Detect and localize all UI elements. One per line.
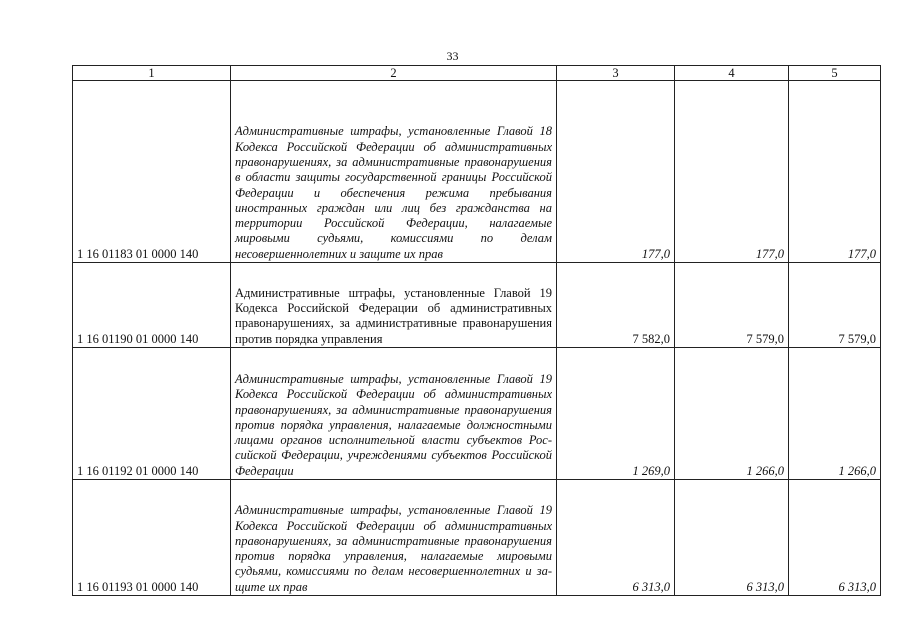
amount-col3-cell: 6 313,0 xyxy=(557,480,675,596)
header-cell-5: 5 xyxy=(789,66,881,81)
amount-col3-cell: 177,0 xyxy=(557,81,675,263)
budget-table xyxy=(72,65,881,596)
amount-col4-cell: 6 313,0 xyxy=(675,480,789,596)
description-cell: Административные штрафы, установленные Главой 19 Кодекса Российской Федерации об административных правонарушениях, за административные правонарушения против порядка управления xyxy=(231,263,557,348)
table-row xyxy=(73,348,881,480)
budget-code-cell: 1 16 01192 01 0000 140 xyxy=(73,348,231,480)
amount-col4-cell: 1 266,0 xyxy=(675,348,789,480)
amount-col5-cell: 6 313,0 xyxy=(789,480,881,596)
header-row xyxy=(73,66,881,81)
table-row xyxy=(73,263,881,348)
description-cell: Административные штрафы, установленные Главой 18 Кодекса Российской Федерации об административных правонарушениях, за административные правонарушения в области защиты государственной границы Российской Федерации и обеспечения режима пребывания иностранных граждан или лиц без гражданства на территории Российской Федерации, налагаемые мировыми судьями, комиссиями по делам несовершеннолетних и защите их прав xyxy=(231,81,557,263)
amount-col3-cell: 1 269,0 xyxy=(557,348,675,480)
header-cell-3: 3 xyxy=(557,66,675,81)
table-row xyxy=(73,81,881,263)
amount-col5-cell: 1 266,0 xyxy=(789,348,881,480)
budget-code-cell: 1 16 01193 01 0000 140 xyxy=(73,480,231,596)
amount-col4-cell: 177,0 xyxy=(675,81,789,263)
header-cell-1: 1 xyxy=(73,66,231,81)
page-number: 33 xyxy=(446,49,459,63)
header-cell-2: 2 xyxy=(231,66,557,81)
table-row xyxy=(73,480,881,596)
budget-code-cell: 1 16 01183 01 0000 140 xyxy=(73,81,231,263)
amount-col5-cell: 7 579,0 xyxy=(789,263,881,348)
budget-code-cell: 1 16 01190 01 0000 140 xyxy=(73,263,231,348)
amount-col5-cell: 177,0 xyxy=(789,81,881,263)
amount-col3-cell: 7 582,0 xyxy=(557,263,675,348)
amount-col4-cell: 7 579,0 xyxy=(675,263,789,348)
header-cell-4: 4 xyxy=(675,66,789,81)
description-cell: Административные штрафы, установленные Главой 19 Кодекса Российской Федерации об административных правонарушениях, за административные правонарушения против порядка управления, налагаемые должностными лицами органов исполнительной власти субъектов Российской Федерации, учреждениями субъектов Российской Федерации xyxy=(231,348,557,480)
description-cell: Административные штрафы, установленные Главой 19 Кодекса Российской Федерации об административных правонарушениях, за административные правонарушения против порядка управления, налагаемые мировыми судьями, комиссиями по делам несовершеннолетних и защите их прав xyxy=(231,480,557,596)
